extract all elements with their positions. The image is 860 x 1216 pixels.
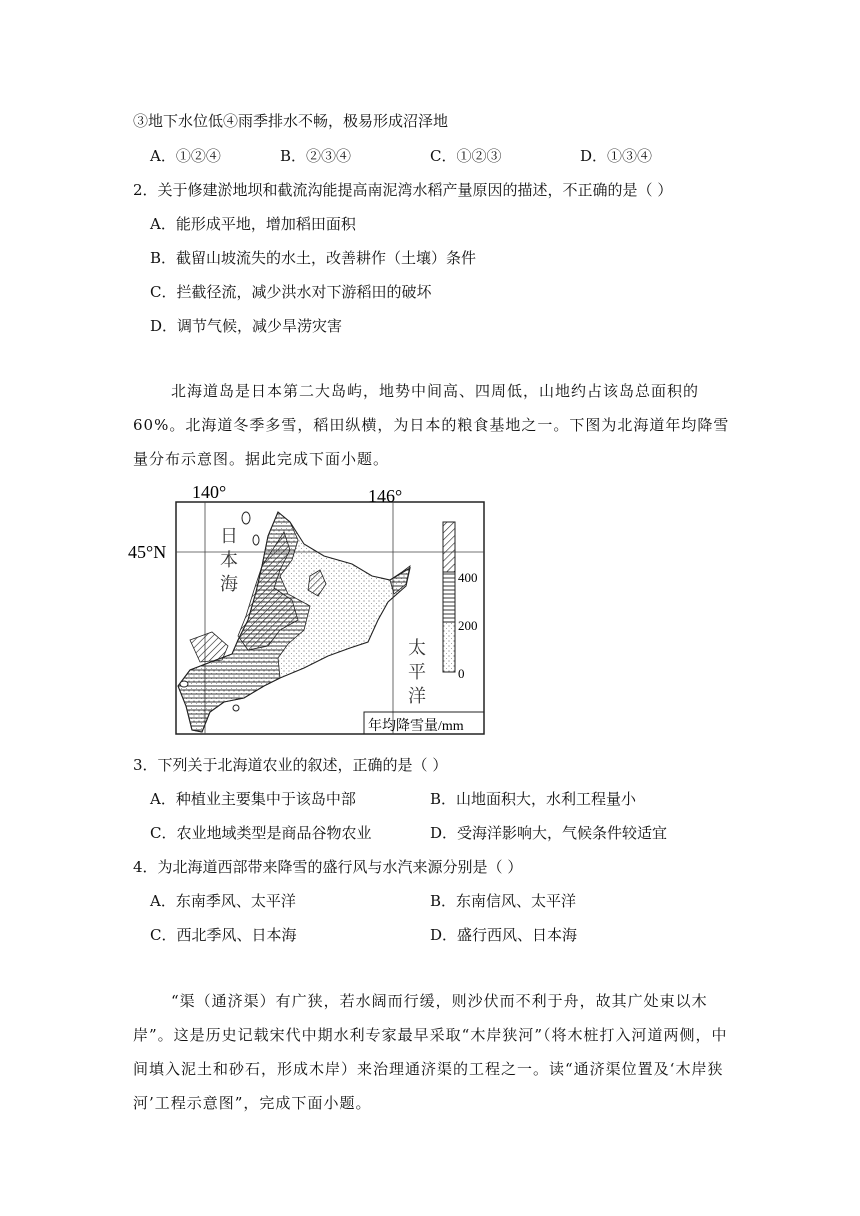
- longitude-label-146: 146°: [368, 486, 403, 506]
- question-2-option-d: D．调节气候，减少旱涝灾害: [150, 317, 343, 335]
- small-island: [253, 535, 259, 545]
- sea-of-japan-char-3: 海: [220, 574, 238, 594]
- legend-high: [443, 522, 455, 572]
- question-4-option-d: D．盛行西风、日本海: [430, 926, 578, 944]
- question-3-option-d: D．受海洋影响大，气候条件较适宜: [430, 824, 668, 842]
- passage-tongji-canal: “渠（通济渠）有广狭，若水阔而行缓，则沙伏而不利于舟，故其广处束以木岸”。这是历史记载宋代中期水利专家最早采取“木岸狭河”（将木桩打入河道两侧，中间填入泥土和砂石，形成木岸）来治理通济渠的工程之一。读“通济渠位置及‘木岸狭河’工程示意图”，完成下面小题。: [133, 992, 728, 1112]
- question-3-stem: 3．下列关于北海道农业的叙述，正确的是（ ）: [133, 756, 448, 774]
- hokkaido-snowfall-map: [128, 480, 488, 740]
- question-3-option-a: A．种植业主要集中于该岛中部: [150, 790, 356, 808]
- legend-low: [443, 622, 455, 672]
- question-1-option-text: ③地下水位低④雨季排水不畅，极易形成沼泽地: [133, 112, 449, 130]
- option-d: D．①③④: [580, 147, 653, 165]
- legend-value-0: 0: [458, 666, 465, 681]
- option-c: C．①②③: [430, 147, 502, 165]
- legend-medium: [443, 572, 455, 622]
- question-2-option-b: B．截留山坡流失的水土，改善耕作（土壤）条件: [150, 249, 477, 267]
- question-2-option-c: C．拦截径流，减少洪水对下游稻田的破坏: [150, 283, 432, 301]
- pacific-char-1: 太: [408, 638, 426, 658]
- question-4-stem: 4．为北海道西部带来降雪的盛行风与水汽来源分别是（ ）: [133, 858, 523, 876]
- small-islet: [233, 705, 239, 711]
- legend-value-200: 200: [458, 618, 478, 633]
- question-2-stem: 2．关于修建淤地坝和截流沟能提高南泥湾水稻产量原因的描述，不正确的是（ ）: [133, 181, 673, 199]
- pacific-char-2: 平: [408, 662, 426, 682]
- legend-title: 年均降雪量/mm: [368, 719, 464, 734]
- latitude-label-45n: 45°N: [128, 542, 167, 562]
- pacific-char-3: 洋: [408, 686, 426, 706]
- okushiri-island: [180, 681, 188, 687]
- sea-of-japan-char-1: 日: [220, 526, 238, 546]
- rishiri-island: [242, 512, 250, 524]
- longitude-label-140: 140°: [192, 482, 227, 502]
- question-2-option-a: A．能形成平地，增加稻田面积: [150, 215, 356, 233]
- question-3-option-b: B．山地面积大，水利工程量小: [430, 790, 637, 808]
- option-a: A．①②④: [150, 147, 221, 165]
- question-3-option-c: C．农业地域类型是商品谷物农业: [150, 824, 372, 842]
- passage-hokkaido: 北海道岛是日本第二大岛屿，地势中间高、四周低，山地约占该岛总面积的60%。北海道冬季多雪，稻田纵横，为日本的粮食基地之一。下图为北海道年均降雪量分布示意图。据此完成下面小题。: [133, 382, 730, 468]
- question-4-option-b: B．东南信风、太平洋: [430, 892, 577, 910]
- option-b: B．②③④: [280, 147, 352, 165]
- question-4-option-a: A．东南季风、太平洋: [150, 892, 296, 910]
- question-4-option-c: C．西北季风、日本海: [150, 926, 297, 944]
- sea-of-japan-char-2: 本: [220, 550, 238, 570]
- legend-value-400: 400: [458, 570, 478, 585]
